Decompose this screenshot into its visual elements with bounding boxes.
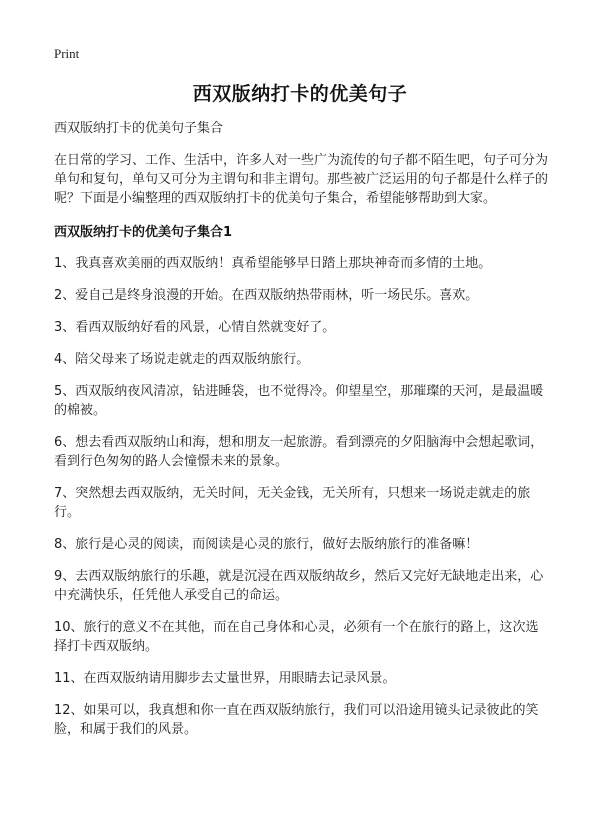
page-title: 西双版纳打卡的优美句子: [192, 83, 408, 105]
list-item: 3、看西双版纳好看的风景，心情自然就变好了。: [54, 320, 336, 335]
list-item: 1、我真喜欢美丽的西双版纳！真希望能够早日踏上那块神奇而多情的土地。: [54, 256, 492, 271]
list-item: 4、陪父母来了场说走就走的西双版纳旅行。: [54, 352, 310, 367]
print-link[interactable]: Print: [54, 46, 80, 61]
list-item: 10、旅行的意义不在其他，而在自己身体和心灵，必须有一个在旅行的路上，这次选择打卡西双版纳。: [54, 620, 539, 654]
article-subtitle: 西双版纳打卡的优美句子集合: [54, 121, 224, 136]
list-item: 12、如果可以，我真想和你一直在西双版纳旅行，我们可以沿途用镜头记录彼此的笑脸，和属于我们的风景。: [54, 703, 539, 737]
list-item: 6、想去看西双版纳山和海，想和朋友一起旅游。看到漂亮的夕阳脑海中会想起歌词，看到行色匆匆的路人会憧憬未来的景象。: [54, 435, 544, 469]
list-item: 5、西双版纳夜风清凉，钻进睡袋，也不觉得冷。仰望星空，那璀璨的天河，是最温暖的棉被。: [54, 384, 544, 418]
list-item: 8、旅行是心灵的阅读，而阅读是心灵的旅行，做好去版纳旅行的准备嘛！: [54, 537, 479, 552]
section-heading: 西双版纳打卡的优美句子集合1: [54, 225, 233, 240]
intro-paragraph: 在日常的学习、工作、生活中，许多人对一些广为流传的句子都不陌生吧，句子可分为单句和复句，单句又可分为主谓句和非主谓句。那些被广泛运用的句子都是什么样子的呢？下面是小编整理的西双版纳打卡的优美句子集合，希望能够帮助到大家。: [54, 153, 549, 206]
article-body: [54, 119, 548, 752]
list-item: 2、爱自己是终身浪漫的开始。在西双版纳热带雨林，听一场民乐。喜欢。: [54, 288, 479, 303]
list-item: 9、去西双版纳旅行的乐趣，就是沉浸在西双版纳故乡，然后又完好无缺地走出来，心中充满快乐，任凭他人承受自己的命运。: [54, 569, 544, 603]
list-item: 7、突然想去西双版纳，无关时间，无关金钱，无关所有，只想来一场说走就走的旅行。: [54, 486, 531, 520]
list-item: 11、在西双版纳请用脚步去丈量世界，用眼睛去记录风景。: [54, 671, 396, 686]
